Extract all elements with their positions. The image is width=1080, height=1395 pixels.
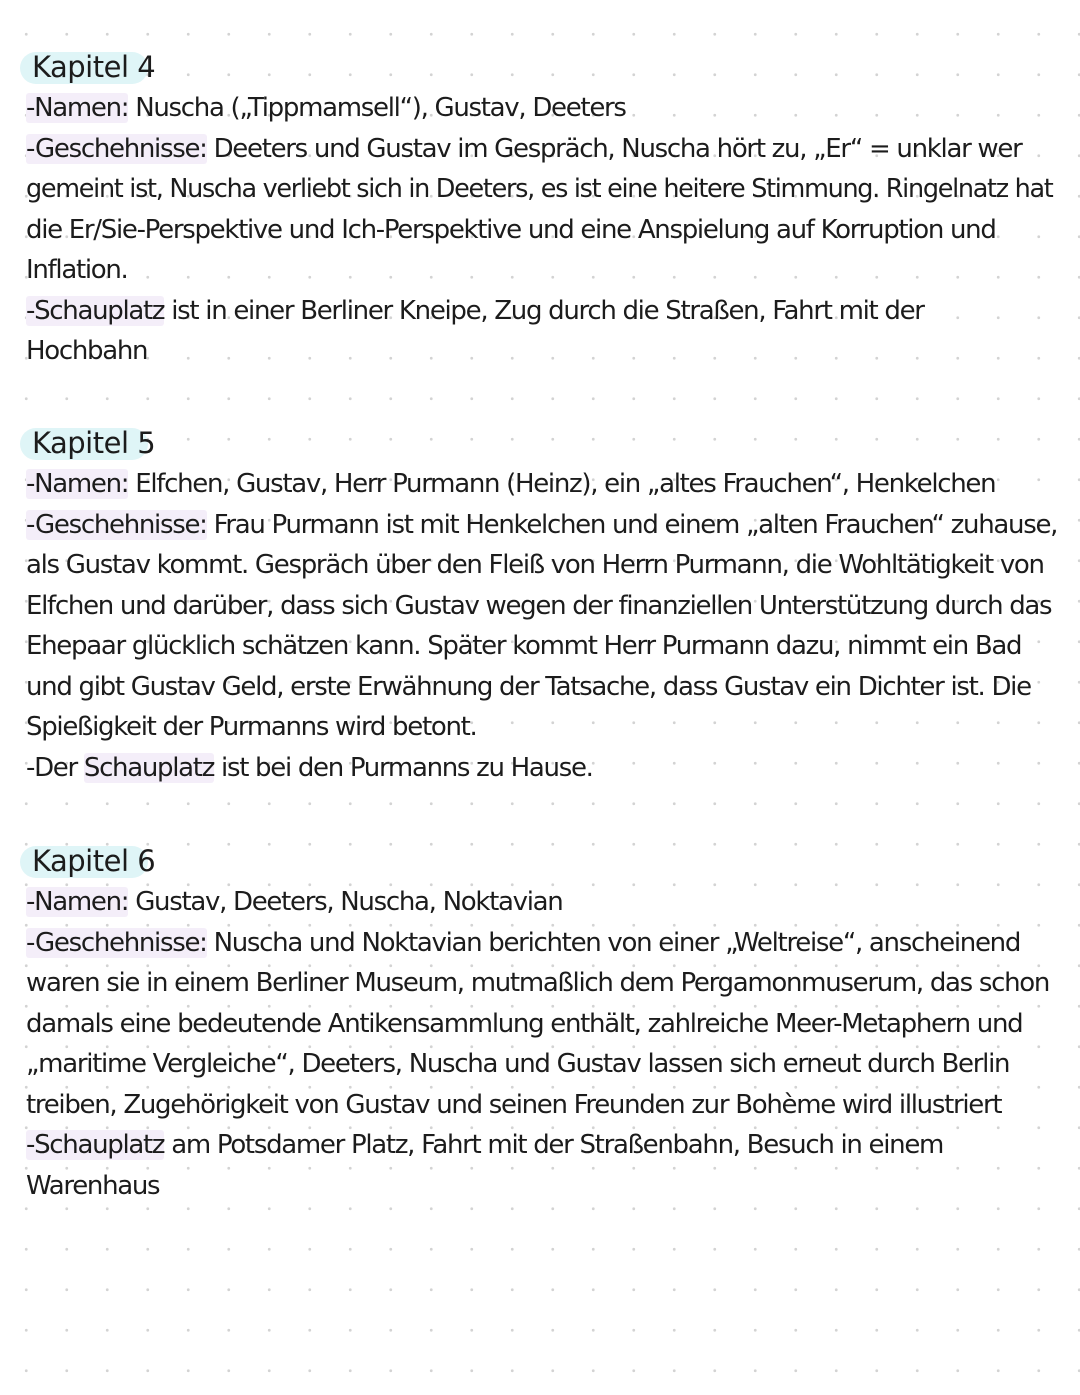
events-line: [26, 923, 1066, 964]
names-label: -Namen:: [26, 93, 129, 123]
names-value: Elfchen, Gustav, Herr Purmann (Heinz), ein „altes Frauchen“, Henkelchen: [128, 469, 996, 499]
events-text: Ehepaar glücklich schätzen kann. Später kommt Herr Purmann dazu, nimmt ein Bad: [26, 631, 1022, 661]
events-text: treiben, Zugehörigkeit von Gustav und seinen Freunden zur Bohème wird illustriert: [26, 1089, 1002, 1120]
events-text: Frau Purmann ist mit Henkelchen und einem „alten Frauchen“ zuhause,: [206, 509, 1058, 540]
chapter-4-section: [26, 48, 1066, 372]
events-text: Deeters und Gustav im Gespräch, Nuscha hört zu, „Er“ = unklar wer: [206, 133, 1022, 164]
place-text: am Potsdamer Platz, Fahrt mit der Straßenbahn, Besuch in einem: [164, 1130, 944, 1160]
events-text: gemeint ist, Nuscha verliebt sich in Deeters, es ist eine heitere Stimmung. Ringelnatz hat: [26, 174, 1053, 204]
place-text: ist in einer Berliner Kneipe, Zug durch die Straßen, Fahrt mit der: [164, 295, 924, 326]
events-label: -Geschehnisse:: [26, 927, 207, 958]
place-text: Warenhaus: [26, 1170, 160, 1201]
names-label: -Namen:: [26, 887, 129, 917]
events-text: als Gustav kommt. Gespräch über den Fleiß von Herrn Purmann, die Wohltätigkeit von: [26, 550, 1044, 580]
chapter-title: Kapitel 5: [32, 426, 156, 460]
events-label: -Geschehnisse:: [26, 509, 207, 540]
events-label: -Geschehnisse:: [26, 133, 207, 164]
chapter-heading: [26, 842, 1066, 880]
names-value: Gustav, Deeters, Nuscha, Noktavian: [128, 887, 563, 917]
names-value: Nuscha („Tippmamsell“), Gustav, Deeters: [128, 93, 626, 123]
events-text: waren sie in einem Berliner Museum, mutmaßlich dem Pergamonmuserum, das schon: [26, 968, 1050, 998]
place-label: -Schauplatz: [26, 1130, 165, 1160]
chapter-5-section: [26, 424, 1066, 788]
chapter-heading: [26, 48, 1066, 86]
place-prefix: -Der: [26, 752, 84, 783]
events-text: die Er/Sie-Perspektive und Ich-Perspektive und eine Anspielung auf Korruption und: [26, 214, 996, 245]
names-line: [26, 88, 1066, 129]
names-label: -Namen:: [26, 469, 129, 499]
place-text: Hochbahn: [26, 336, 148, 366]
place-line: [26, 291, 1066, 332]
place-label: Schauplatz: [83, 752, 215, 783]
events-text: damals eine bedeutende Antikensammlung enthält, zahlreiche Meer-Metaphern und: [26, 1008, 1023, 1039]
events-text: und gibt Gustav Geld, erste Erwähnung der Tatsache, dass Gustav ein Dichter ist. Die: [26, 671, 1031, 702]
events-text: „maritime Vergleiche“, Deeters, Nuscha und Gustav lassen sich erneut durch Berlin: [26, 1049, 1010, 1079]
names-line: [26, 464, 1066, 505]
chapter-heading: [26, 424, 1066, 462]
place-line: [26, 1125, 1066, 1166]
place-line: [26, 748, 1066, 789]
chapter-title: Kapitel 6: [32, 844, 156, 878]
place-text: ist bei den Purmanns zu Hause.: [214, 752, 593, 783]
chapter-title: Kapitel 4: [32, 50, 156, 84]
events-text: Elfchen und darüber, dass sich Gustav wegen der finanziellen Unterstützung durch das: [26, 590, 1052, 621]
events-text: Inflation.: [26, 255, 128, 285]
events-text: Nuscha und Noktavian berichten von einer „Weltreise“, anscheinend: [206, 927, 1021, 958]
events-line: [26, 129, 1066, 170]
events-text: Spießigkeit der Purmanns wird betont.: [26, 712, 477, 742]
names-line: [26, 882, 1066, 923]
events-line: [26, 505, 1066, 546]
place-label: -Schauplatz: [26, 295, 165, 326]
chapter-6-section: [26, 842, 1066, 1206]
